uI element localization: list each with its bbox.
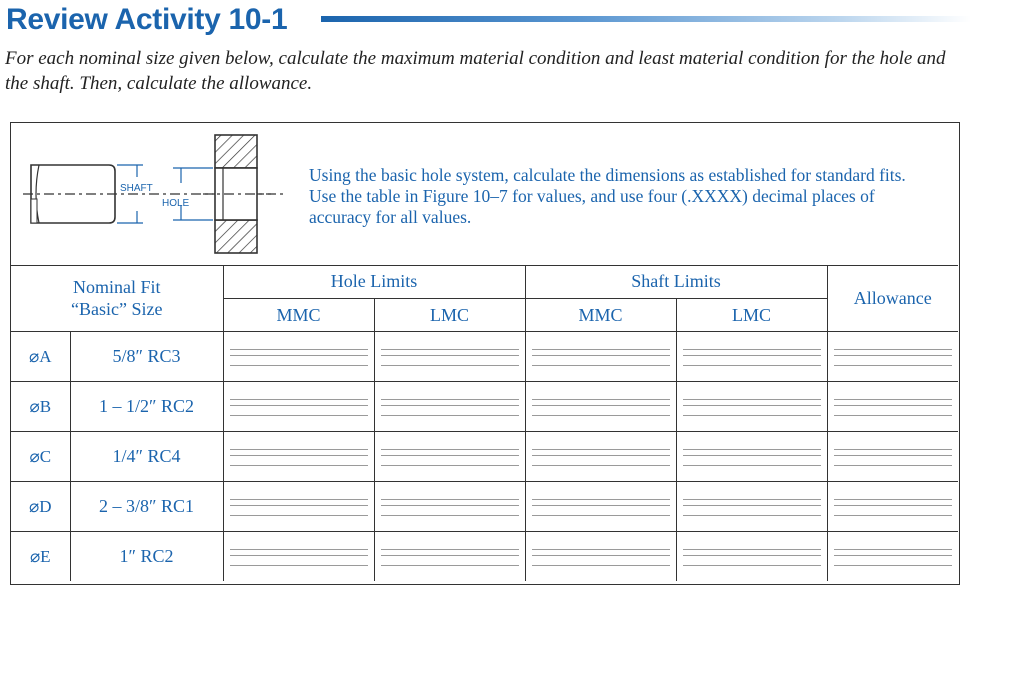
answer-line xyxy=(381,449,519,450)
row-nominal-size: 5/8″ RC3 xyxy=(70,332,223,382)
header-hole-mmc: MMC xyxy=(223,299,374,332)
answer-line xyxy=(834,549,953,550)
answer-cell-allowance[interactable] xyxy=(827,382,958,432)
instructions: For each nominal size given below, calculate the maximum material condition and least material condition for the hole and the shaft. Then, calculate the allowance. xyxy=(5,48,946,94)
answer-cell-shaft-lmc[interactable] xyxy=(676,382,827,432)
answer-line xyxy=(683,349,821,350)
answer-line xyxy=(834,405,953,406)
answer-line xyxy=(532,365,670,366)
answer-line xyxy=(381,565,519,566)
answer-line xyxy=(834,455,953,456)
answer-cell-shaft-lmc[interactable] xyxy=(676,482,827,532)
answer-line xyxy=(381,515,519,516)
answer-line xyxy=(381,465,519,466)
answer-line xyxy=(532,399,670,400)
answer-line xyxy=(230,355,368,356)
answer-line xyxy=(834,355,953,356)
table-row xyxy=(11,332,958,382)
answer-line xyxy=(381,549,519,550)
row-nominal-size: 2 – 3/8″ RC1 xyxy=(70,482,223,532)
answer-line xyxy=(834,399,953,400)
answer-cell-hole-mmc[interactable] xyxy=(223,382,374,432)
answer-line xyxy=(532,505,670,506)
answer-cell-hole-mmc[interactable] xyxy=(223,482,374,532)
answer-line xyxy=(230,555,368,556)
answer-line xyxy=(683,515,821,516)
answer-line xyxy=(230,365,368,366)
answer-line xyxy=(381,349,519,350)
answer-line xyxy=(834,465,953,466)
answer-line xyxy=(230,415,368,416)
answer-line xyxy=(683,499,821,500)
row-diameter-label: ⌀C xyxy=(11,432,70,482)
answer-cell-shaft-mmc[interactable] xyxy=(525,432,676,482)
answer-line xyxy=(230,455,368,456)
answer-line xyxy=(834,499,953,500)
answer-line xyxy=(381,555,519,556)
answer-line xyxy=(381,399,519,400)
header-shaft-limits: Shaft Limits xyxy=(525,265,827,299)
answer-line xyxy=(230,549,368,550)
row-nominal-size: 1 – 1/2″ RC2 xyxy=(70,382,223,432)
answer-line xyxy=(381,505,519,506)
answer-line xyxy=(532,449,670,450)
answer-line xyxy=(532,515,670,516)
answer-line xyxy=(683,465,821,466)
header-shaft-mmc: MMC xyxy=(525,299,676,332)
answer-line xyxy=(230,405,368,406)
answer-line xyxy=(381,355,519,356)
table-row xyxy=(11,432,958,482)
table-row xyxy=(11,382,958,432)
answer-line xyxy=(834,515,953,516)
shaft-label: SHAFT xyxy=(120,183,153,194)
answer-line xyxy=(834,505,953,506)
answer-line xyxy=(834,349,953,350)
answer-line xyxy=(230,349,368,350)
instruction-note: Using the basic hole system, calculate the dimensions as established for standard fits. Use the table in Figure 10–7 for values, and use four (.XXXX) decimal places of accuracy for all values. xyxy=(309,165,906,227)
answer-line xyxy=(381,415,519,416)
answer-cell-hole-lmc[interactable] xyxy=(374,532,525,582)
answer-line xyxy=(683,449,821,450)
answer-cell-allowance[interactable] xyxy=(827,482,958,532)
answer-cell-hole-mmc[interactable] xyxy=(223,332,374,382)
row-nominal-size: 1″ RC2 xyxy=(70,532,223,582)
answer-line xyxy=(683,355,821,356)
answer-cell-allowance[interactable] xyxy=(827,332,958,382)
header-hole-limits: Hole Limits xyxy=(223,265,525,299)
title-rule xyxy=(321,16,971,22)
answer-line xyxy=(683,365,821,366)
answer-line xyxy=(683,555,821,556)
answer-line xyxy=(834,449,953,450)
row-diameter-label: ⌀E xyxy=(11,532,70,582)
answer-cell-allowance[interactable] xyxy=(827,432,958,482)
answer-line xyxy=(532,465,670,466)
title-bar xyxy=(4,0,1020,40)
answer-line xyxy=(230,565,368,566)
answer-cell-shaft-lmc[interactable] xyxy=(676,432,827,482)
answer-line xyxy=(683,565,821,566)
answer-line xyxy=(230,499,368,500)
answer-line xyxy=(381,405,519,406)
activity-frame xyxy=(10,122,960,585)
page-title: Review Activity 10-1 xyxy=(6,3,288,36)
answer-cell-hole-lmc[interactable] xyxy=(374,332,525,382)
table-row xyxy=(11,482,958,532)
answer-cell-hole-mmc[interactable] xyxy=(223,532,374,582)
answer-cell-shaft-mmc[interactable] xyxy=(525,382,676,432)
answer-line xyxy=(834,555,953,556)
answer-line xyxy=(532,415,670,416)
answer-cell-shaft-lmc[interactable] xyxy=(676,332,827,382)
answer-line xyxy=(381,455,519,456)
answer-line xyxy=(381,365,519,366)
answer-line xyxy=(683,405,821,406)
answer-line xyxy=(230,399,368,400)
answer-line xyxy=(683,549,821,550)
answer-cell-hole-lmc[interactable] xyxy=(374,432,525,482)
answer-cell-hole-mmc[interactable] xyxy=(223,432,374,482)
hole-label: HOLE xyxy=(162,198,190,209)
answer-line xyxy=(532,565,670,566)
answer-cell-shaft-mmc[interactable] xyxy=(525,332,676,382)
answer-line xyxy=(834,565,953,566)
answer-line xyxy=(532,349,670,350)
answer-line xyxy=(683,399,821,400)
answer-line xyxy=(230,505,368,506)
answer-line xyxy=(230,449,368,450)
answer-line xyxy=(834,365,953,366)
answer-cell-shaft-lmc[interactable] xyxy=(676,532,827,582)
row-nominal-size: 1/4″ RC4 xyxy=(70,432,223,482)
answer-cell-shaft-mmc[interactable] xyxy=(525,482,676,532)
answer-line xyxy=(532,355,670,356)
header-shaft-lmc: LMC xyxy=(676,299,827,332)
answer-line xyxy=(532,549,670,550)
answer-line xyxy=(532,555,670,556)
answer-cell-shaft-mmc[interactable] xyxy=(525,532,676,582)
diagram-row xyxy=(11,123,958,266)
shaft-hole-diagram xyxy=(23,129,293,257)
answer-line xyxy=(532,499,670,500)
answer-line xyxy=(381,499,519,500)
header-nominal-size: Nominal Fit “Basic” Size xyxy=(11,265,223,332)
answer-line xyxy=(683,455,821,456)
answer-cell-hole-lmc[interactable] xyxy=(374,482,525,532)
limits-table xyxy=(11,265,958,581)
header-allowance: Allowance xyxy=(827,265,958,332)
row-diameter-label: ⌀B xyxy=(11,382,70,432)
answer-line xyxy=(230,515,368,516)
answer-line xyxy=(532,405,670,406)
answer-line xyxy=(230,465,368,466)
answer-line xyxy=(532,455,670,456)
answer-line xyxy=(683,415,821,416)
answer-cell-hole-lmc[interactable] xyxy=(374,382,525,432)
header-hole-lmc: LMC xyxy=(374,299,525,332)
answer-line xyxy=(834,415,953,416)
answer-line xyxy=(683,505,821,506)
row-diameter-label: ⌀A xyxy=(11,332,70,382)
answer-cell-allowance[interactable] xyxy=(827,532,958,582)
table-row xyxy=(11,532,958,582)
row-diameter-label: ⌀D xyxy=(11,482,70,532)
